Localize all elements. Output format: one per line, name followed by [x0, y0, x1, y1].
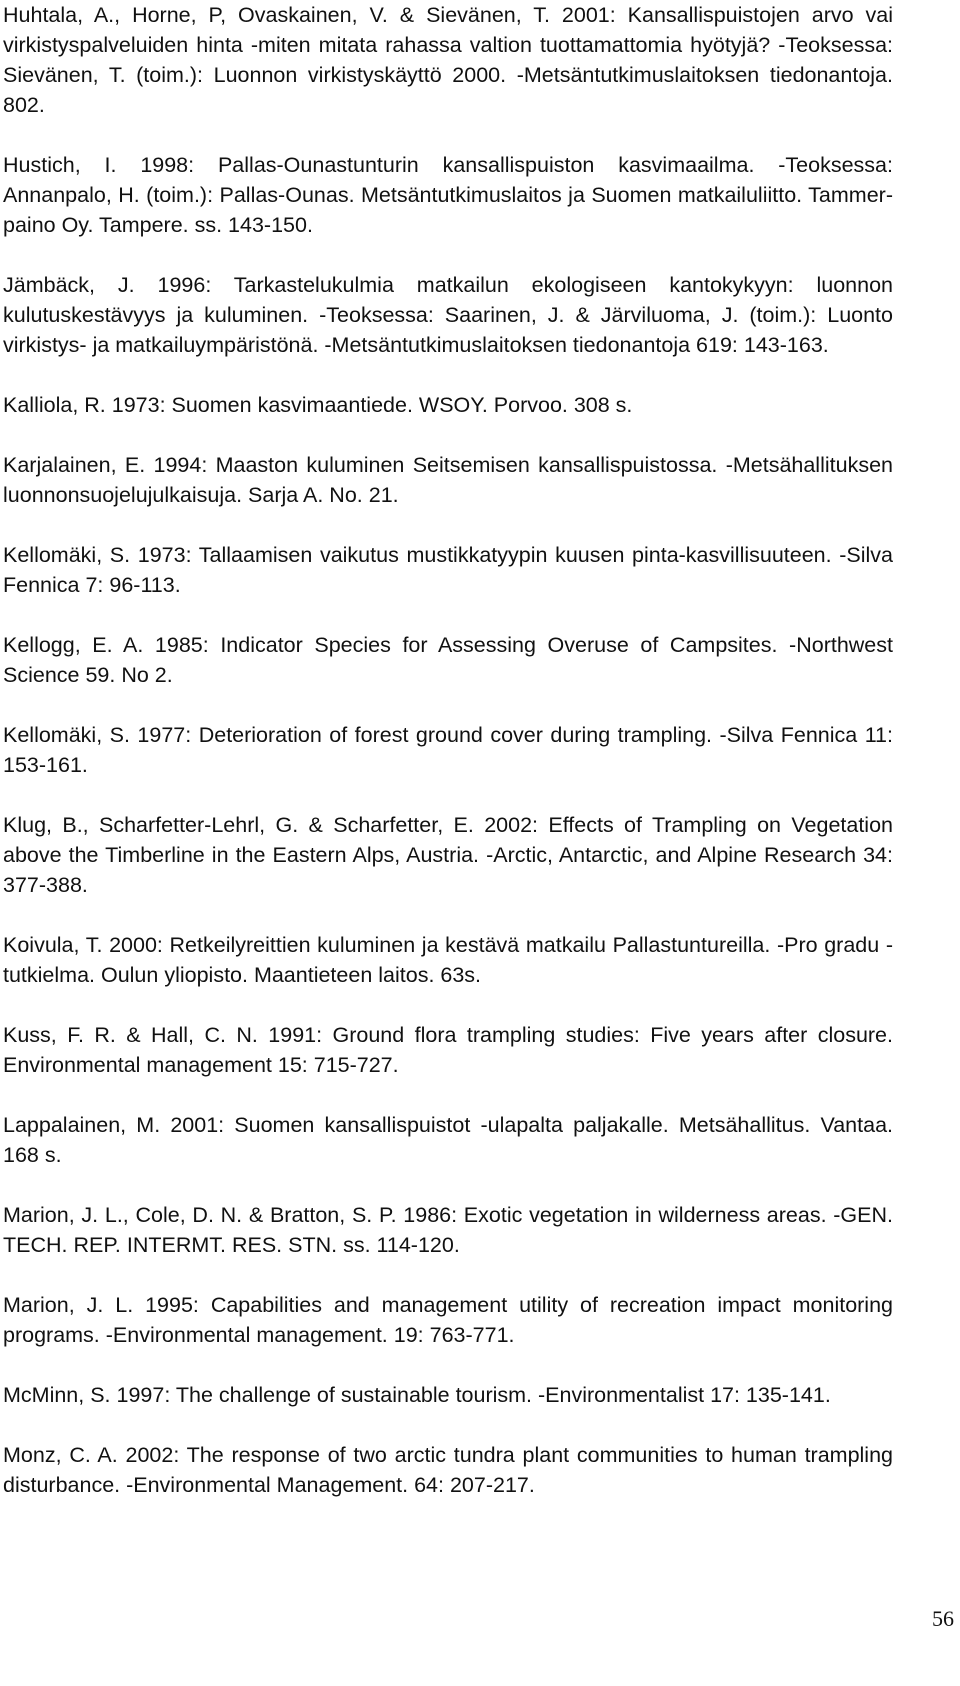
reference-entry: Klug, B., Scharfetter-Lehrl, G. & Scharfetter, E. 2002: Effects of Trampling on Vegetation above the Timberline in the Eastern Alps, Austria. -Arctic, Antarctic, and Alpine Research 34: 377-388. [3, 813, 893, 897]
reference-entry: Marion, J. L. 1995: Capabilities and management utility of recreation impact monitoring programs. -Environmental management. 19: 763-771. [3, 1293, 893, 1347]
reference-list [3, 0, 893, 1530]
reference-entry: Kalliola, R. 1973: Suomen kasvimaantiede. WSOY. Porvoo. 308 s. [3, 393, 633, 417]
reference-entry: Hustich, I. 1998: Pallas-Ounastunturin kansallispuiston kasvimaailma. -Teoksessa: Annanpalo, H. (toim.): Pallas-Ounas. Metsäntutkimuslaitos ja Suomen matkailuliitto. Tammer-paino Oy. Tampere. ss. 143-150. [3, 153, 893, 237]
reference-entry: Huhtala, A., Horne, P, Ovaskainen, V. & Sievänen, T. 2001: Kansallispuistojen arvo vai virkistyspalveluiden hinta -miten mitata rahassa valtion tuottamattomia hyötyjä? -Teoksessa: Sievänen, T. (toim.): Luonnon virkistyskäyttö 2000. -Metsäntutkimuslaitoksen tiedonantoja. 802. [3, 3, 893, 117]
reference-entry: Kuss, F. R. & Hall, C. N. 1991: Ground flora trampling studies: Five years after closure. Environmental management 15: 715-727. [3, 1023, 893, 1077]
reference-entry: Marion, J. L., Cole, D. N. & Bratton, S. P. 1986: Exotic vegetation in wilderness areas. -GEN. TECH. REP. INTERMT. RES. STN. ss. 114-120. [3, 1203, 893, 1257]
reference-entry: Kellomäki, S. 1977: Deterioration of forest ground cover during trampling. -Silva Fennica 11: 153-161. [3, 723, 893, 777]
page-number: 56 [932, 1606, 954, 1631]
reference-entry: Kellogg, E. A. 1985: Indicator Species for Assessing Overuse of Campsites. -Northwest Science 59. No 2. [3, 633, 893, 687]
reference-entry: Lappalainen, M. 2001: Suomen kansallispuistot -ulapalta paljakalle. Metsähallitus. Vantaa. 168 s. [3, 1113, 893, 1167]
reference-entry: Karjalainen, E. 1994: Maaston kuluminen Seitsemisen kansallispuistossa. -Metsähallituksen luonnonsuojelujulkaisuja. Sarja A. No. 21. [3, 453, 893, 507]
reference-entry: Kellomäki, S. 1973: Tallaamisen vaikutus mustikkatyypin kuusen pinta-kasvillisuuteen. -Silva Fennica 7: 96-113. [3, 543, 893, 597]
reference-entry: Jämbäck, J. 1996: Tarkastelukulmia matkailun ekologiseen kantokykyyn: luonnon kulutuskestävyys ja kuluminen. -Teoksessa: Saarinen, J. & Järviluoma, J. (toim.): Luonto virkistys- ja matkailuympäristönä. -Metsäntutkimuslaitoksen tiedonantoja 619: 143-163. [3, 273, 893, 357]
reference-entry: Koivula, T. 2000: Retkeilyreittien kuluminen ja kestävä matkailu Pallastuntureilla. -Pro gradu -tutkielma. Oulun yliopisto. Maantieteen laitos. 63s. [3, 933, 893, 987]
reference-entry: Monz, C. A. 2002: The response of two arctic tundra plant communities to human trampling disturbance. -Environmental Management. 64: 207-217. [3, 1443, 893, 1497]
reference-entry: McMinn, S. 1997: The challenge of sustainable tourism. -Environmentalist 17: 135-141. [3, 1383, 831, 1407]
